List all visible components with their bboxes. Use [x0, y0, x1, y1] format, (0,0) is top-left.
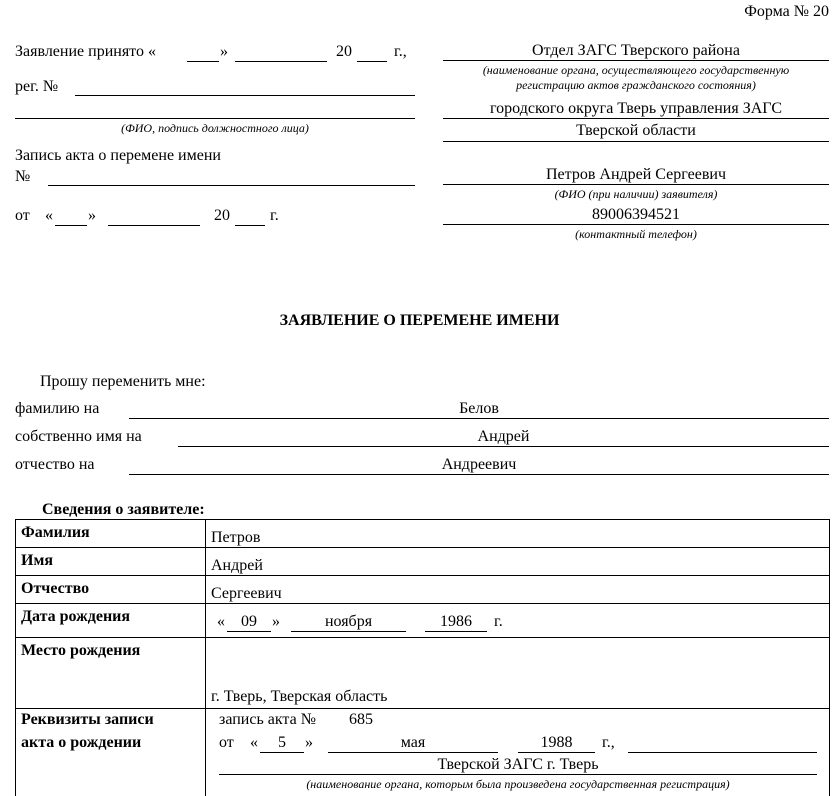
accepted-month-field[interactable]	[235, 61, 327, 62]
from-year-field[interactable]	[235, 225, 265, 226]
from-open-quote: «	[45, 207, 53, 224]
table-birthdate-label: Дата рождения	[21, 608, 131, 625]
from-year-suffix: г.	[270, 207, 279, 224]
new-surname-field[interactable]	[129, 418, 829, 419]
org-line-1: Отдел ЗАГС Тверского района	[532, 42, 740, 59]
from-close-quote: »	[88, 207, 96, 224]
birth-record-year-value: 1988	[540, 734, 573, 751]
form-number: Форма № 20	[744, 3, 829, 20]
table-birthplace-label: Место рождения	[21, 642, 141, 659]
birth-record-open-quote: «	[250, 734, 258, 751]
org-line-3: Тверской области	[576, 122, 696, 139]
table-name-value: Андрей	[211, 557, 263, 574]
record-number-field[interactable]	[48, 185, 415, 186]
applicant-caption: (ФИО (при наличии) заявителя)	[554, 187, 718, 201]
birth-record-month-field[interactable]	[328, 752, 498, 753]
accepted-label: Заявление принято «	[15, 43, 156, 60]
accepted-day-field[interactable]	[187, 61, 219, 62]
birth-record-no-value: 685	[349, 711, 373, 728]
birth-day-value: 09	[241, 613, 257, 630]
from-month-field[interactable]	[108, 225, 200, 226]
phone-caption: (контактный телефон)	[575, 227, 697, 241]
new-name-label: собственно имя на	[15, 428, 142, 445]
new-patronymic-value: Андреевич	[441, 456, 517, 473]
org-line-2: городского округа Тверь управления ЗАГС	[490, 100, 782, 117]
birth-record-no-label: запись акта №	[219, 711, 316, 728]
birth-record-org-value: Тверской ЗАГС г. Тверь	[437, 756, 599, 773]
birth-year-suffix: г.	[494, 613, 503, 630]
accepted-year-suffix: г.,	[394, 43, 407, 60]
new-surname-value: Белов	[459, 400, 499, 417]
birth-month-value: ноября	[324, 613, 373, 630]
birth-record-label-line-1: Реквизиты записи	[21, 711, 154, 728]
new-patronymic-label: отчество на	[15, 456, 95, 473]
birth-year-field[interactable]	[425, 631, 487, 632]
new-name-field[interactable]	[178, 446, 829, 447]
new-patronymic-field[interactable]	[129, 474, 829, 475]
from-year-prefix: 20	[214, 207, 230, 224]
birth-record-label-line-2: акта о рождении	[21, 734, 142, 751]
birth-record-year-suffix: г.,	[602, 734, 615, 751]
reg-number-field[interactable]	[75, 95, 415, 96]
table-patronymic-label: Отчество	[21, 580, 90, 597]
org-line-2-rule	[443, 118, 829, 119]
reg-label: рег. №	[15, 78, 59, 95]
official-signature-field[interactable]	[15, 118, 415, 119]
table-name-label: Имя	[21, 552, 53, 569]
new-name-value: Андрей	[477, 428, 530, 445]
birth-record-day-value: 5	[278, 734, 286, 751]
birth-record-year-field[interactable]	[518, 752, 595, 753]
birth-record-close-quote: »	[305, 734, 313, 751]
birth-record-month-value: мая	[400, 734, 426, 751]
accepted-year-prefix: 20	[336, 43, 352, 60]
request-intro: Прошу переменить мне:	[40, 373, 206, 390]
accepted-year-field[interactable]	[357, 61, 387, 62]
from-label: от	[15, 207, 30, 224]
applicant-phone-field[interactable]	[443, 224, 829, 225]
table-surname-value: Петров	[211, 529, 261, 546]
record-no-label: №	[15, 168, 31, 185]
birth-record-day-field[interactable]	[260, 752, 304, 753]
birth-year-value: 1986	[440, 613, 472, 630]
birth-record-org-field[interactable]	[219, 774, 817, 775]
birth-open-quote: «	[217, 613, 225, 630]
applicant-name: Петров Андрей Сергеевич	[545, 166, 726, 183]
applicant-name-field[interactable]	[443, 184, 829, 185]
org-line-3-rule	[443, 141, 829, 142]
from-day-field[interactable]	[55, 225, 87, 226]
birth-close-quote: »	[272, 613, 280, 630]
birth-day-field[interactable]	[227, 631, 271, 632]
table-surname-label: Фамилия	[21, 524, 90, 541]
birth-month-field[interactable]	[291, 631, 406, 632]
org-line-1-rule	[443, 60, 829, 61]
accepted-close-quote: »	[220, 43, 228, 60]
official-caption: (ФИО, подпись должностного лица)	[121, 121, 309, 135]
record-label: Запись акта о перемене имени	[15, 147, 221, 164]
document-title: ЗАЯВЛЕНИЕ О ПЕРЕМЕНЕ ИМЕНИ	[279, 312, 560, 329]
applicant-section-title: Сведения о заявителе:	[42, 501, 205, 518]
new-surname-label: фамилию на	[15, 400, 100, 417]
applicant-phone: 89006394521	[592, 206, 680, 223]
org-caption-line-2: регистрацию актов гражданского состояния)	[516, 78, 756, 92]
table-patronymic-value: Сергеевич	[211, 585, 282, 602]
birth-record-extra-field[interactable]	[628, 752, 817, 753]
birth-record-from-label: от	[219, 734, 234, 751]
table-birthplace-value: г. Тверь, Тверская область	[211, 688, 388, 705]
org-caption-line-1: (наименование органа, осуществляющего государственную	[482, 63, 790, 77]
birth-record-org-caption: (наименование органа, которым была произведена государственная регистрация)	[306, 777, 730, 791]
